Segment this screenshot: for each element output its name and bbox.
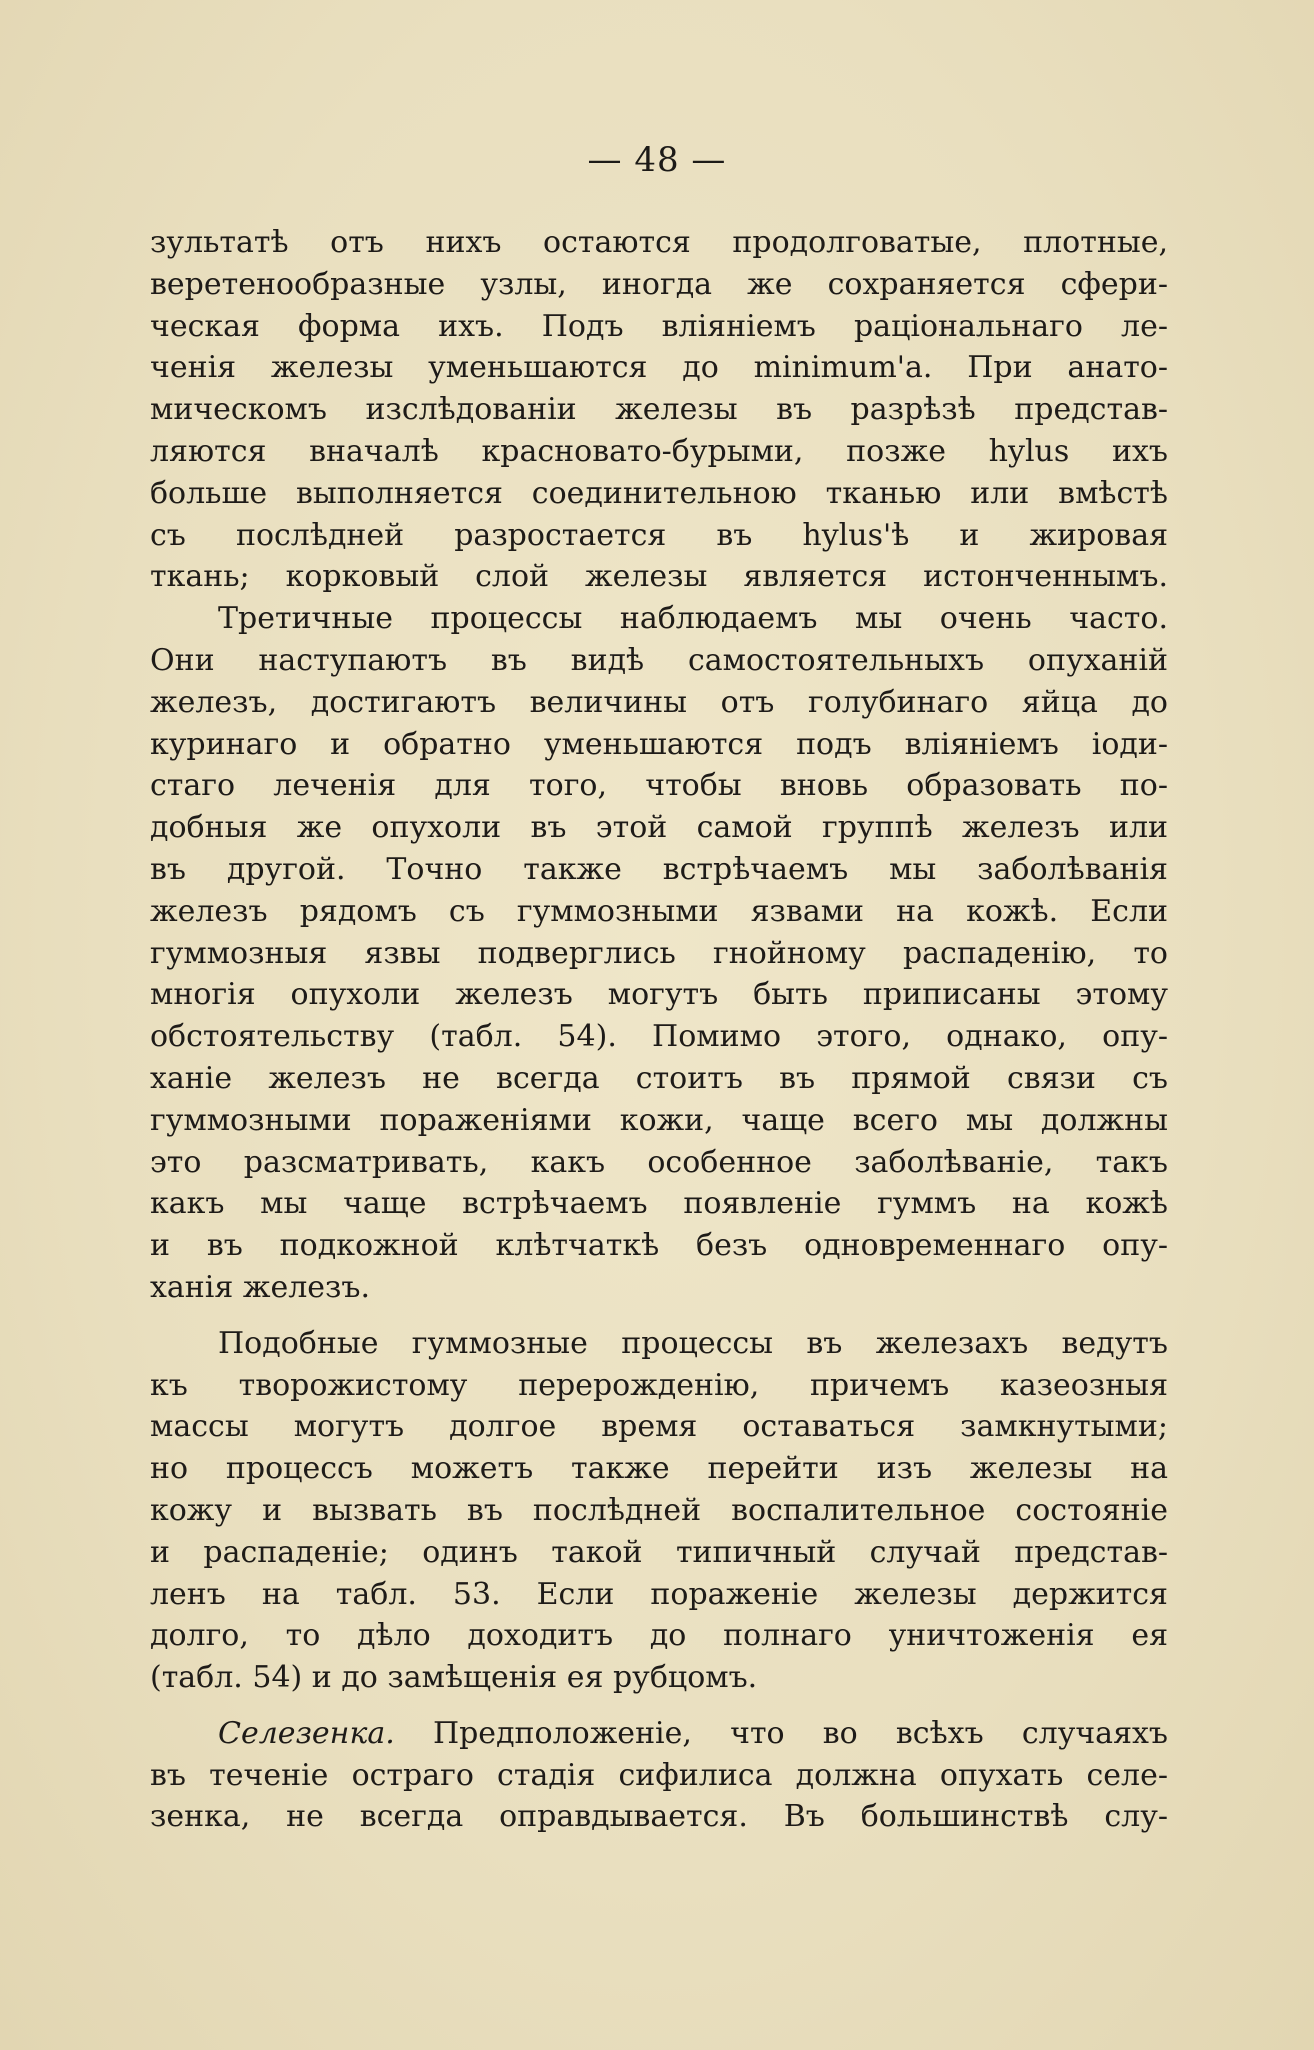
paragraph-gap (150, 1699, 1168, 1713)
body-text (150, 222, 1168, 1838)
text-line: но процессъ можетъ также перейти изъ железы на (150, 1451, 1168, 1487)
text-line: ханіе железъ не всегда стоитъ въ прямой связи съ (150, 1060, 1168, 1096)
text-line: ханія железъ. (150, 1269, 371, 1305)
text-line: зенка, не всегда оправдывается. Въ большинствѣ слу- (150, 1799, 1168, 1835)
text-line: долго, то дѣло доходитъ до полнаго уничтоженія ея (150, 1618, 1168, 1654)
text-line: зультатѣ отъ нихъ остаются продолговатые, плотные, (150, 225, 1168, 260)
text-line: ленъ на табл. 53. Если пораженіе железы держится (150, 1576, 1168, 1612)
text-line: гуммозными пораженіями кожи, чаще всего мы должны (150, 1102, 1168, 1138)
text-line: стаго леченія для того, чтобы вновь образовать по- (150, 768, 1168, 804)
text-line: (табл. 54) и до замѣщенія ея рубцомъ. (150, 1660, 758, 1696)
text-segment: Предположеніе, что во всѣхъ случаяхъ (394, 1715, 1168, 1751)
paragraph-2 (150, 598, 1168, 1309)
paragraph-1 (150, 222, 1168, 598)
paragraph-gap (150, 1309, 1168, 1323)
text-line: гуммозныя язвы подверглись гнойному распаденію, то (150, 935, 1168, 971)
section-lead-italic: Селезенка. (218, 1715, 395, 1751)
paragraph-3 (150, 1323, 1168, 1699)
text-line: больше выполняется соединительною тканью или вмѣстѣ (150, 475, 1168, 511)
text-line: и распаденіе; одинъ такой типичный случай представ- (150, 1534, 1168, 1570)
text-line: это разсматривать, какъ особенное заболѣваніе, такъ (150, 1144, 1168, 1180)
paragraph-4 (150, 1713, 1168, 1838)
text-line: Подобные гуммозные процессы въ железахъ ведутъ (218, 1325, 1168, 1361)
text-line: добныя же опухоли въ этой самой группѣ железъ или (150, 810, 1168, 846)
text-line: Третичные процессы наблюдаемъ мы очень часто. (218, 601, 1168, 637)
text-line: веретенообразные узлы, иногда же сохраняется сфери- (150, 266, 1168, 302)
text-line: кожу и вызвать въ послѣдней воспалительное состояніе (150, 1492, 1168, 1528)
text-line: съ послѣдней разростается въ hylus'ѣ и жировая (150, 517, 1168, 553)
text-line: массы могутъ долгое время оставаться замкнутыми; (150, 1409, 1168, 1445)
text-line: ческая форма ихъ. Подъ вліяніемъ раціональнаго ле- (150, 308, 1168, 344)
text-line: куринаго и обратно уменьшаются подъ вліяніемъ іоди- (150, 726, 1168, 762)
text-line: въ теченіе остраго стадія сифилиса должна опухать селе- (150, 1757, 1168, 1793)
text-line: ченія железы уменьшаются до minimum'а. При анато- (150, 350, 1168, 386)
text-line: железъ, достигаютъ величины отъ голубинаго яйца до (150, 684, 1168, 720)
text-line: въ другой. Точно также встрѣчаемъ мы заболѣванія (150, 851, 1168, 887)
text-line: многія опухоли железъ могутъ быть приписаны этому (150, 977, 1168, 1013)
text-line: железъ рядомъ съ гуммозными язвами на кожѣ. Если (150, 893, 1168, 929)
text-line: обстоятельству (табл. 54). Помимо этого, однако, опу- (150, 1019, 1168, 1055)
text-line: какъ мы чаще встрѣчаемъ появленіе гуммъ на кожѣ (150, 1186, 1168, 1222)
page-number: — 48 — (587, 140, 727, 180)
text-line: и въ подкожной клѣтчаткѣ безъ одновременнаго опу- (150, 1228, 1168, 1264)
text-line: мическомъ изслѣдованіи железы въ разрѣзѣ представ- (150, 392, 1168, 428)
text-line (150, 1713, 1168, 1755)
text-line: ткань; корковый слой железы является истонченнымъ. (150, 559, 1168, 595)
text-line: ляются вначалѣ красновато-бурыми, позже hylus ихъ (150, 433, 1168, 469)
text-line: Они наступаютъ въ видѣ самостоятельныхъ опуханій (150, 642, 1168, 678)
text-line: къ творожистому перерожденію, причемъ казеозныя (150, 1367, 1168, 1403)
